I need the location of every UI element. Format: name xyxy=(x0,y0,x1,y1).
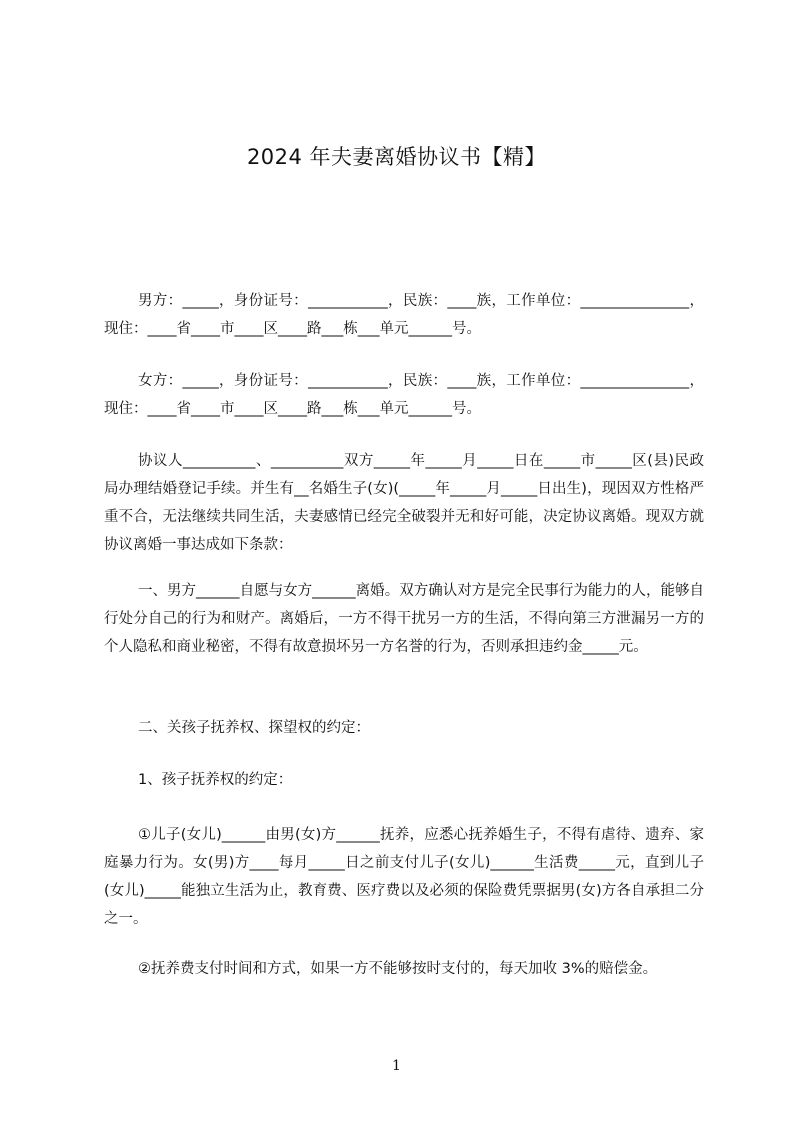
paragraph-custody-heading: 1、孩子抚养权的约定： xyxy=(138,772,293,788)
paragraph-custody-item-one: ①儿子(女儿)______由男(女)方______抚养，应悉心抚养婚生子，不得有虐待、遗弃、家庭暴力行为。女(男)方____每月_____日之前支付儿子(女儿)______生活费_____元，直到儿子(女儿)_____能独立生活为止，教育费、医疗费以及必须的保险费凭票据男(女)方各自承担二分之一。 xyxy=(104,827,704,927)
paragraph-clause-one: 一、男方______自愿与女方______离婚。双方确认对方是完全民事行为能力的人，能够自行处分自己的行为和财产。离婚后，一方不得干扰另一方的生活，不得向第三方泄漏另一方的个人隐私和商业秘密，不得有故意损坏另一方名誉的行为，否则承担违约金_____元。 xyxy=(104,583,704,655)
paragraph-male-party: 男方：_____，身份证号：___________，民族：____族，工作单位：_______________，现住：____省____市____区____路___栋___单元______号。 xyxy=(104,293,704,337)
page-number: 1 xyxy=(392,1058,401,1074)
paragraph-custody-item-two: ②抚养费支付时间和方式，如果一方不能够按时支付的，每天加收 3%的赔偿金。 xyxy=(138,961,658,977)
paragraph-female-party: 女方：_____，身份证号：___________，民族：____族，工作单位：_______________，现住：____省____市____区____路___栋___单元______号。 xyxy=(104,373,704,417)
document-title: 2024 年夫妻离婚协议书【精】 xyxy=(246,145,547,169)
paragraph-clause-two-heading: 二、关孩子抚养权、探望权的约定： xyxy=(138,720,370,736)
paragraph-agreement-intro: 协议人__________、__________双方_____年_____月_____日在_____市_____区(县)民政局办理结婚登记手续。并生有__名婚生子(女)(_____年_____月_____日出生)，现因双方性格严重不合，无法继续共同生活，夫妻感情已经完全破裂并无和好可能，决定协议离婚。现双方就协议离婚一事达成如下条款： xyxy=(104,453,704,553)
